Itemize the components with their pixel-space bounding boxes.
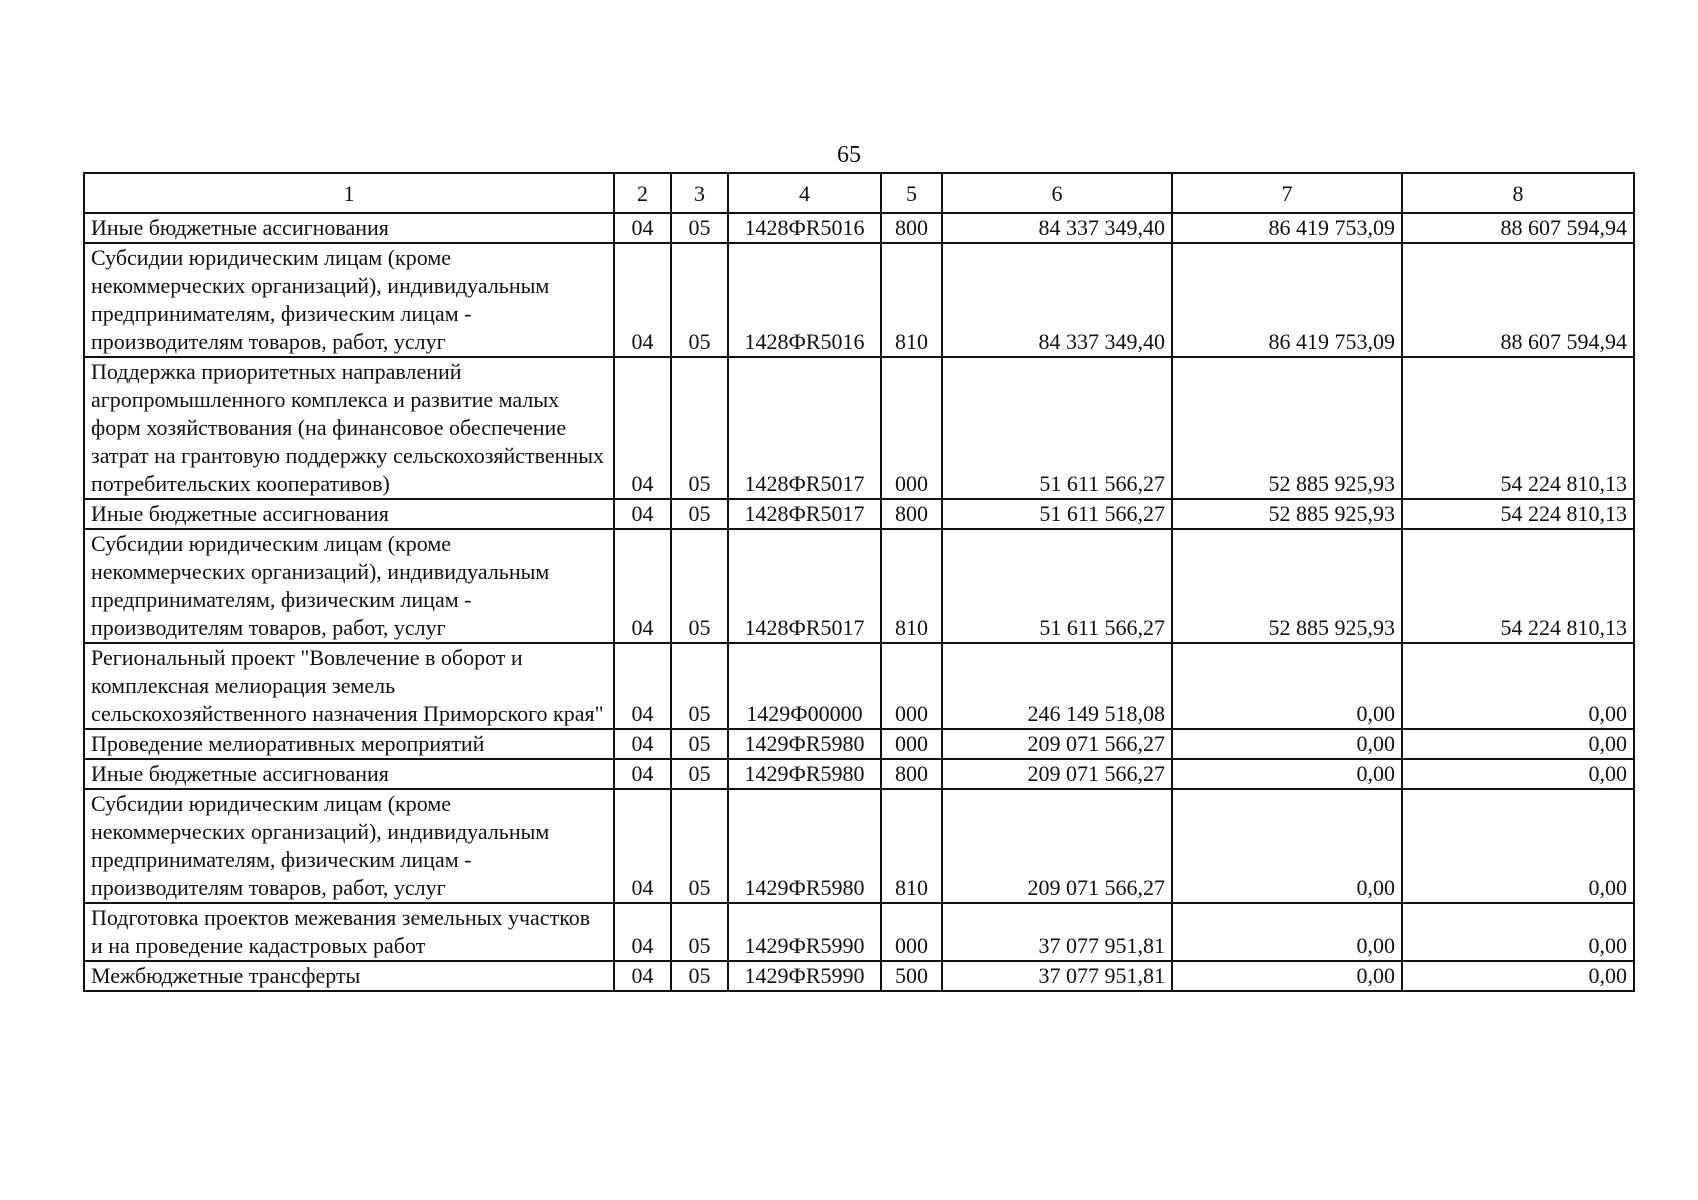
budget-table (83, 172, 1635, 992)
row-expense-type: 500 (881, 961, 942, 991)
row-amount-6: 37 077 951,81 (942, 903, 1172, 961)
row-subsection: 05 (671, 529, 728, 643)
row-amount-6: 209 071 566,27 (942, 789, 1172, 903)
row-amount-8: 54 224 810,13 (1402, 357, 1634, 499)
row-amount-8: 0,00 (1402, 789, 1634, 903)
row-amount-7: 52 885 925,93 (1172, 499, 1402, 529)
row-amount-7: 86 419 753,09 (1172, 243, 1402, 357)
row-name: Субсидии юридическим лицам (кроме некоммерческих организаций), индивидуальным предпринимателям, физическим лицам - производителям товаров, работ, услуг (84, 789, 614, 903)
header-col-6: 6 (942, 173, 1172, 213)
row-amount-7: 0,00 (1172, 729, 1402, 759)
row-amount-6: 51 611 566,27 (942, 357, 1172, 499)
row-amount-6: 51 611 566,27 (942, 529, 1172, 643)
row-expense-type: 800 (881, 213, 942, 243)
row-section: 04 (614, 903, 671, 961)
table-row (84, 243, 1634, 357)
row-amount-8: 88 607 594,94 (1402, 213, 1634, 243)
row-amount-6: 84 337 349,40 (942, 243, 1172, 357)
row-expense-type: 800 (881, 499, 942, 529)
row-name: Иные бюджетные ассигнования (84, 759, 614, 789)
row-target-code: 1429ФR5990 (728, 961, 881, 991)
header-col-4: 4 (728, 173, 881, 213)
row-amount-6: 84 337 349,40 (942, 213, 1172, 243)
row-expense-type: 810 (881, 529, 942, 643)
row-amount-8: 54 224 810,13 (1402, 529, 1634, 643)
row-section: 04 (614, 499, 671, 529)
row-name: Поддержка приоритетных направлений агропромышленного комплекса и развитие малых форм хозяйствования (на финансовое обеспечение затрат на грантовую поддержку сельскохозяйственных потребительских кооперативов) (84, 357, 614, 499)
row-section: 04 (614, 357, 671, 499)
row-subsection: 05 (671, 789, 728, 903)
row-target-code: 1429ФR5980 (728, 789, 881, 903)
table-row (84, 903, 1634, 961)
row-section: 04 (614, 213, 671, 243)
row-subsection: 05 (671, 643, 728, 729)
row-amount-6: 37 077 951,81 (942, 961, 1172, 991)
row-target-code: 1429Ф00000 (728, 643, 881, 729)
row-name: Субсидии юридическим лицам (кроме некоммерческих организаций), индивидуальным предпринимателям, физическим лицам - производителям товаров, работ, услуг (84, 529, 614, 643)
header-col-1: 1 (84, 173, 614, 213)
row-subsection: 05 (671, 357, 728, 499)
row-subsection: 05 (671, 499, 728, 529)
row-amount-7: 0,00 (1172, 789, 1402, 903)
row-amount-6: 209 071 566,27 (942, 759, 1172, 789)
row-subsection: 05 (671, 903, 728, 961)
row-amount-8: 0,00 (1402, 643, 1634, 729)
row-expense-type: 000 (881, 903, 942, 961)
row-subsection: 05 (671, 213, 728, 243)
row-name: Проведение мелиоративных мероприятий (84, 729, 614, 759)
row-amount-7: 52 885 925,93 (1172, 529, 1402, 643)
header-col-5: 5 (881, 173, 942, 213)
row-subsection: 05 (671, 243, 728, 357)
row-amount-7: 52 885 925,93 (1172, 357, 1402, 499)
row-amount-8: 0,00 (1402, 729, 1634, 759)
header-col-3: 3 (671, 173, 728, 213)
row-amount-6: 246 149 518,08 (942, 643, 1172, 729)
row-target-code: 1429ФR5980 (728, 759, 881, 789)
row-amount-8: 0,00 (1402, 903, 1634, 961)
row-target-code: 1429ФR5980 (728, 729, 881, 759)
row-amount-8: 88 607 594,94 (1402, 243, 1634, 357)
row-name: Иные бюджетные ассигнования (84, 499, 614, 529)
row-target-code: 1428ФR5016 (728, 243, 881, 357)
row-amount-7: 0,00 (1172, 759, 1402, 789)
table-row (84, 643, 1634, 729)
row-amount-7: 0,00 (1172, 961, 1402, 991)
row-name: Региональный проект "Вовлечение в оборот и комплексная мелиорация земель сельскохозяйственного назначения Приморского края" (84, 643, 614, 729)
header-col-8: 8 (1402, 173, 1634, 213)
row-section: 04 (614, 759, 671, 789)
row-section: 04 (614, 729, 671, 759)
table-row (84, 529, 1634, 643)
row-amount-6: 209 071 566,27 (942, 729, 1172, 759)
row-expense-type: 810 (881, 789, 942, 903)
row-amount-7: 0,00 (1172, 903, 1402, 961)
header-row (84, 173, 1634, 213)
page-number: 65 (837, 142, 861, 168)
row-target-code: 1428ФR5016 (728, 213, 881, 243)
row-subsection: 05 (671, 729, 728, 759)
row-expense-type: 000 (881, 643, 942, 729)
table-row (84, 729, 1634, 759)
table-row (84, 961, 1634, 991)
row-expense-type: 000 (881, 357, 942, 499)
row-amount-7: 86 419 753,09 (1172, 213, 1402, 243)
row-expense-type: 810 (881, 243, 942, 357)
row-section: 04 (614, 529, 671, 643)
row-name: Иные бюджетные ассигнования (84, 213, 614, 243)
header-col-7: 7 (1172, 173, 1402, 213)
header-col-2: 2 (614, 173, 671, 213)
row-expense-type: 800 (881, 759, 942, 789)
row-section: 04 (614, 643, 671, 729)
row-amount-8: 0,00 (1402, 759, 1634, 789)
row-target-code: 1428ФR5017 (728, 529, 881, 643)
row-target-code: 1428ФR5017 (728, 357, 881, 499)
row-subsection: 05 (671, 961, 728, 991)
row-name: Субсидии юридическим лицам (кроме некоммерческих организаций), индивидуальным предпринимателям, физическим лицам - производителям товаров, работ, услуг (84, 243, 614, 357)
table-row (84, 357, 1634, 499)
table-row (84, 499, 1634, 529)
table-row (84, 789, 1634, 903)
table-row (84, 213, 1634, 243)
row-name: Межбюджетные трансферты (84, 961, 614, 991)
row-amount-8: 54 224 810,13 (1402, 499, 1634, 529)
row-section: 04 (614, 243, 671, 357)
row-target-code: 1428ФR5017 (728, 499, 881, 529)
table-row (84, 759, 1634, 789)
row-section: 04 (614, 961, 671, 991)
row-amount-6: 51 611 566,27 (942, 499, 1172, 529)
row-target-code: 1429ФR5990 (728, 903, 881, 961)
row-amount-8: 0,00 (1402, 961, 1634, 991)
row-name: Подготовка проектов межевания земельных участков и на проведение кадастровых работ (84, 903, 614, 961)
row-subsection: 05 (671, 759, 728, 789)
row-expense-type: 000 (881, 729, 942, 759)
row-amount-7: 0,00 (1172, 643, 1402, 729)
row-section: 04 (614, 789, 671, 903)
